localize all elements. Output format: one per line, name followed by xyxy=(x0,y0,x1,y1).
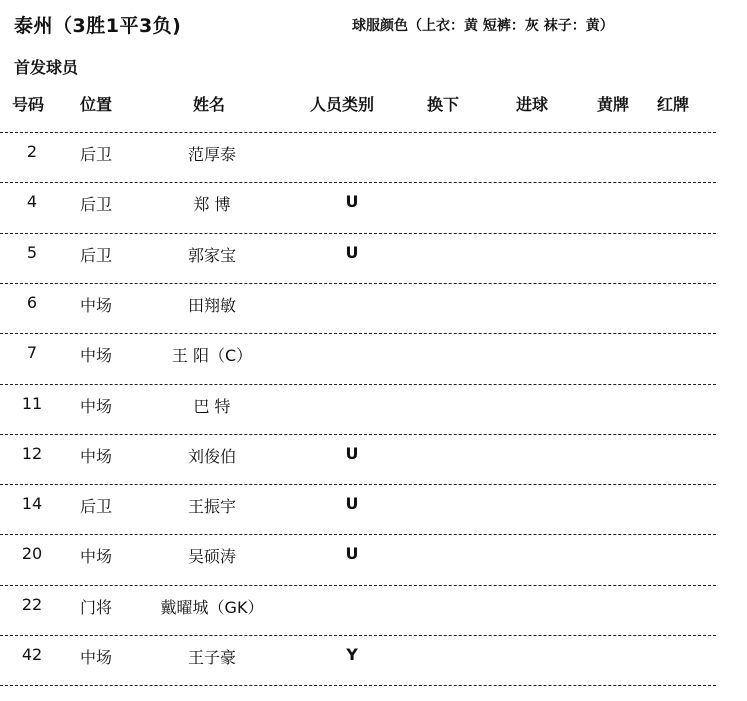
table-row xyxy=(0,544,747,568)
header-name: 姓名 xyxy=(193,95,226,114)
player-position: 后卫 xyxy=(80,145,113,164)
header-yellow: 黄牌 xyxy=(597,95,630,114)
section-title: 首发球员 xyxy=(14,58,79,77)
player-position: 中场 xyxy=(80,397,113,416)
player-position: 中场 xyxy=(80,547,113,566)
row-separator xyxy=(0,233,716,234)
table-row xyxy=(0,394,747,418)
table-row xyxy=(0,142,747,166)
header-goals: 进球 xyxy=(516,95,549,114)
row-separator xyxy=(0,585,716,586)
player-name: 王子豪 xyxy=(187,648,236,667)
player-number: 5 xyxy=(26,243,38,262)
row-separator xyxy=(0,534,716,535)
player-position: 后卫 xyxy=(80,246,113,265)
player-name: 吴硕涛 xyxy=(187,547,236,566)
player-name: 刘俊伯 xyxy=(187,447,236,466)
player-name: 戴曜城（GK） xyxy=(160,598,264,617)
header-sub: 换下 xyxy=(427,95,460,114)
row-separator xyxy=(0,685,716,686)
row-separator xyxy=(0,384,716,385)
player-type: U xyxy=(345,192,359,211)
player-number: 22 xyxy=(21,595,43,614)
header-position: 位置 xyxy=(80,95,113,114)
player-name: 巴 特 xyxy=(193,397,231,416)
player-type: U xyxy=(345,494,359,513)
player-number: 6 xyxy=(26,293,38,312)
table-header xyxy=(0,92,747,116)
table-row xyxy=(0,243,747,267)
player-position: 后卫 xyxy=(80,497,113,516)
player-name: 范厚泰 xyxy=(187,145,236,164)
player-position: 门将 xyxy=(80,598,113,617)
player-name: 郭家宝 xyxy=(187,246,236,265)
table-row xyxy=(0,444,747,468)
table-row xyxy=(0,343,747,367)
player-number: 7 xyxy=(26,343,38,362)
player-name: 田翔敏 xyxy=(187,296,236,315)
player-number: 2 xyxy=(26,142,38,161)
player-type: Y xyxy=(346,645,358,664)
player-number: 11 xyxy=(21,394,43,413)
header-number: 号码 xyxy=(12,95,45,114)
table-row xyxy=(0,595,747,619)
row-separator xyxy=(0,484,716,485)
row-separator xyxy=(0,182,716,183)
row-separator xyxy=(0,283,716,284)
table-row xyxy=(0,494,747,518)
player-name: 郑 博 xyxy=(193,195,231,214)
player-type: U xyxy=(345,243,359,262)
player-type: U xyxy=(345,444,359,463)
player-type: U xyxy=(345,544,359,563)
row-separator xyxy=(0,333,716,334)
player-name: 王 阳（C） xyxy=(171,346,253,365)
player-number: 4 xyxy=(26,192,38,211)
team-title: 泰州（3胜1平3负) xyxy=(14,15,182,37)
player-position: 中场 xyxy=(80,648,113,667)
player-number: 42 xyxy=(21,645,43,664)
table-row xyxy=(0,645,747,669)
player-position: 中场 xyxy=(80,447,113,466)
row-separator xyxy=(0,434,716,435)
table-row xyxy=(0,293,747,317)
player-number: 14 xyxy=(21,494,43,513)
kit-colors: 球服颜色（上衣：黄 短裤：灰 袜子：黄） xyxy=(352,18,614,34)
player-position: 中场 xyxy=(80,346,113,365)
header-type: 人员类别 xyxy=(310,95,375,114)
player-position: 后卫 xyxy=(80,195,113,214)
row-separator xyxy=(0,635,716,636)
table-row xyxy=(0,192,747,216)
player-name: 王振宇 xyxy=(187,497,236,516)
row-separator xyxy=(0,132,716,133)
player-position: 中场 xyxy=(80,296,113,315)
player-number: 12 xyxy=(21,444,43,463)
header-red: 红牌 xyxy=(657,95,690,114)
player-number: 20 xyxy=(21,544,43,563)
